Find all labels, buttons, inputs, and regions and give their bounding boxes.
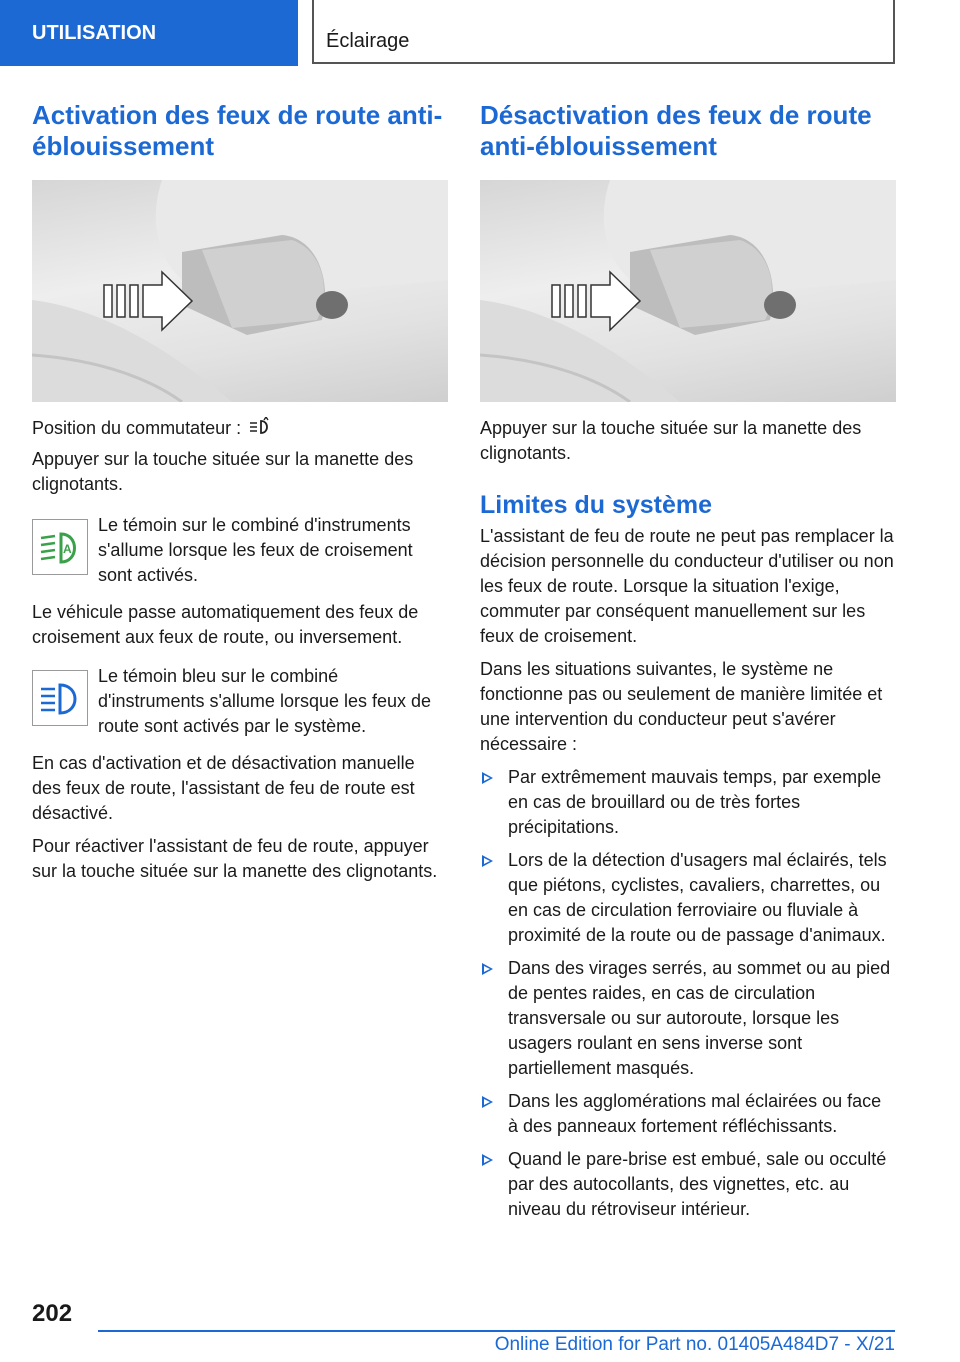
low-beam-indicator-text: Le témoin sur le combiné d'instruments s'allume lorsque les feux de croisement sont activés.: [98, 515, 413, 585]
stalk-photo-activation: [32, 180, 448, 402]
stalk-photo-deactivation: [480, 180, 896, 402]
stalk-illustration: [32, 180, 448, 402]
high-beam-indicator-box: [32, 670, 88, 726]
section-heading-activation: Activation des feux de route anti-éblouissement: [32, 100, 443, 161]
press-button-text-right: Appuyer sur la touche située sur la manette des clignotants.: [480, 418, 862, 463]
high-beam-assist-icon: [246, 417, 274, 437]
low-beam-indicator-icon: [33, 520, 89, 576]
auto-switch-text: Le véhicule passe automatiquement des feux de croisement aux feux de route, ou inversement.: [32, 602, 419, 647]
page-header: [0, 0, 960, 66]
list-item: Lors de la détection d'usagers mal éclairés, tels que piétons, cyclistes, cavaliers, charrettes, ou en cas de circulation ferroviaire ou fluviale à proximité de la route ou de passage d'animaux.: [480, 848, 896, 948]
svg-text:A: A: [63, 542, 72, 556]
arrow-icon: [552, 285, 560, 317]
footer-edition: Online Edition for Part no. 01405A484D7 - X/21: [494, 1334, 895, 1355]
section-heading-deactivation: Désactivation des feux de route anti-éblouissement: [480, 100, 872, 161]
high-beam-indicator-text: Le témoin bleu sur le combiné d'instruments s'allume lorsque les feux de route sont activés par le système.: [98, 666, 432, 736]
switch-position-line: Position du commutateur :: [32, 416, 448, 441]
high-beam-indicator-icon: [33, 671, 89, 727]
list-item: Dans les agglomérations mal éclairées ou face à des panneaux fortement réfléchissants.: [480, 1089, 896, 1139]
high-beam-indicator-note: [32, 664, 448, 739]
footer-divider: [98, 1330, 895, 1332]
right-column: [480, 100, 896, 1230]
situations-intro: Dans les situations suivantes, le système ne fonctionne pas ou seulement de manière limitée et une intervention du conducteur peut s'avérer nécessaire :: [480, 659, 883, 754]
limits-heading: Limites du système: [480, 491, 713, 519]
limitations-list: [480, 765, 896, 1222]
list-item: Quand le pare-brise est embué, sale ou occulté par des autocollants, des vignettes, etc. au niveau du rétroviseur intérieur.: [480, 1147, 896, 1222]
left-column: [32, 100, 448, 884]
topic-title: Éclairage: [312, 0, 895, 64]
list-item: Par extrêmement mauvais temps, par exemple en cas de brouillard ou de très fortes précipitations.: [480, 765, 896, 840]
low-beam-indicator-note: [32, 513, 448, 588]
arrow-icon: [104, 285, 112, 317]
manual-deactivation-text: En cas d'activation et de désactivation manuelle des feux de route, l'assistant de feu de route est désactivé.: [32, 753, 415, 823]
low-beam-indicator-box: [32, 519, 88, 575]
list-item: Dans des virages serrés, au sommet ou au pied de pentes raides, en cas de circulation transversale ou sur autoroute, lorsque les usagers roulant en sens inverse sont partiellement masqués.: [480, 956, 896, 1081]
limits-text: L'assistant de feu de route ne peut pas remplacer la décision personnelle du conducteur d'utiliser ou non les feux de route. Lorsque la situation l'exige, commuter par conséquent manuellement sur les feux de croisement.: [480, 526, 894, 646]
section-tab: UTILISATION: [0, 0, 298, 66]
reactivate-text: Pour réactiver l'assistant de feu de route, appuyer sur la touche située sur la manette des clignotants.: [32, 836, 438, 881]
press-button-text: Appuyer sur la touche située sur la manette des clignotants.: [32, 449, 414, 494]
stalk-illustration: [480, 180, 896, 402]
page-number: 202: [32, 1300, 73, 1327]
